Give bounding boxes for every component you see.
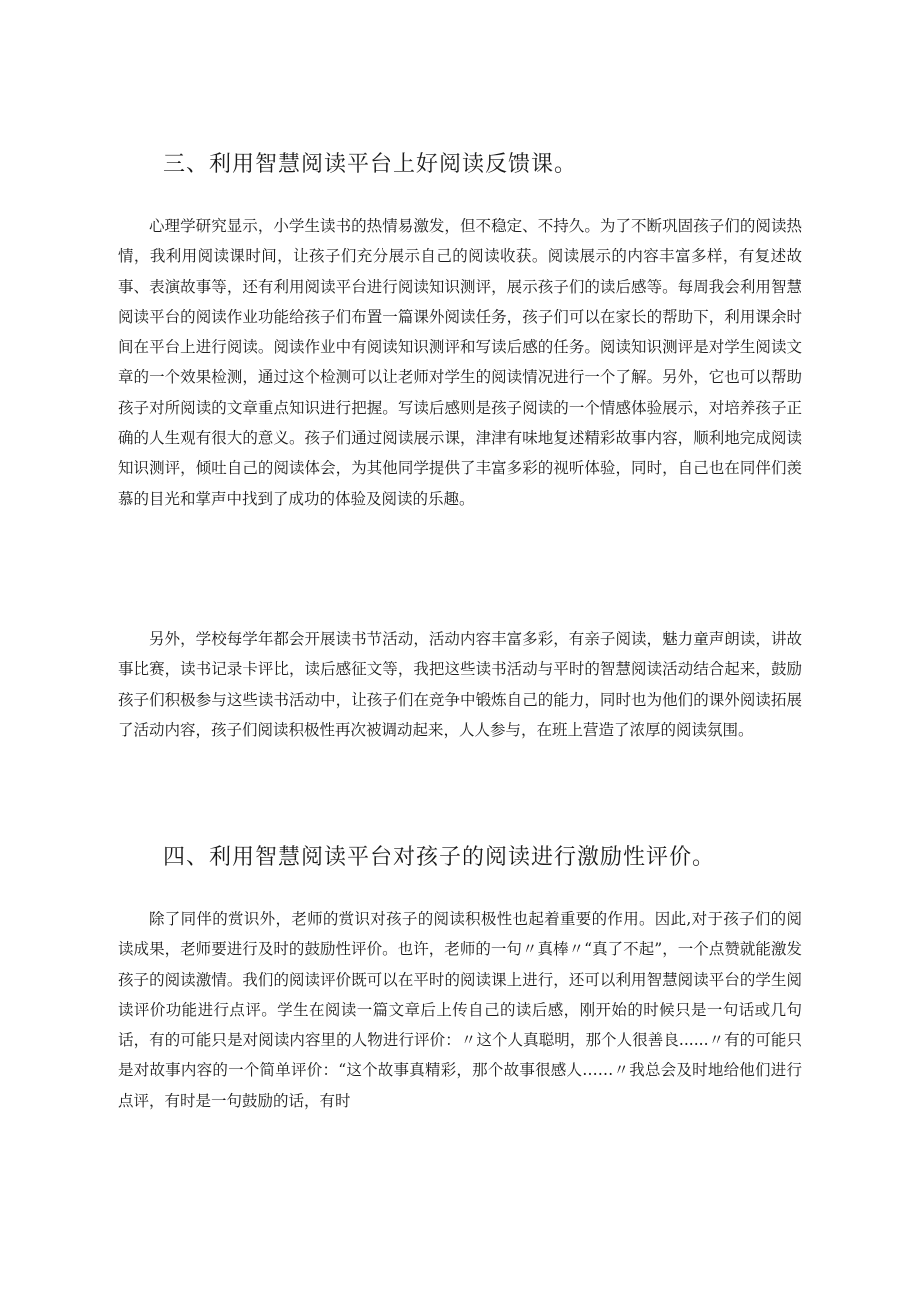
section-heading-4: 四、利用智慧阅读平台对孩子的阅读进行激励性评价。 <box>163 845 716 870</box>
paragraph-reading-feedback: 心理学研究显示，小学生读书的热情易激发，但不稳定、不持久。为了不断巩固孩子们的阅读热情，我利用阅读课时间，让孩子们充分展示自己的阅读收获。阅读展示的内容丰富多样，有复述故事、表演故事等，还有利用阅读平台进行阅读知识测评，展示孩子们的读后感等。每周我会利用智慧阅读平台的阅读作业功能给孩子们布置一篇课外阅读任务，孩子们可以在家长的帮助下，利用课余时间在平台上进行阅读。阅读作业中有阅读知识测评和写读后感的任务。阅读知识测评是对学生阅读文章的一个效果检测，通过这个检测可以让老师对学生的阅读情况进行一个了解。另外，它也可以帮助孩子对所阅读的文章重点知识进行把握。写读后感则是孩子阅读的一个情感体验展示，对培养孩子正确的人生观有很大的意义。孩子们通过阅读展示课，津津有味地复述精彩故事内容，顺利地完成阅读知识测评，倾吐自己的阅读体会，为其他同学提供了丰富多彩的视听体验，同时，自己也在同伴们羡慕的目光和掌声中找到了成功的体验及阅读的乐趣。 <box>118 217 802 508</box>
paragraph-reading-festival: 另外，学校每学年都会开展读书节活动，活动内容丰富多彩，有亲子阅读，魅力童声朗读，讲故事比赛，读书记录卡评比，读后感征文等，我把这些读书活动与平时的智慧阅读活动结合起来，鼓励孩子们积极参与这些读书活动中，让孩子们在竞争中锻炼自己的能力，同时也为他们的课外阅读拓展了活动内容，孩子们阅读积极性再次被调动起来，人人参与，在班上营造了浓厚的阅读氛围。 <box>118 630 802 739</box>
section-heading-3: 三、利用智慧阅读平台上好阅读反馈课。 <box>163 152 578 177</box>
paragraph-encouraging-evaluation: 除了同伴的赏识外，老师的赏识对孩子的阅读积极性也起着重要的作用。因此,对于孩子们的阅读成果，老师要进行及时的鼓励性评价。也许，老师的一句〃真棒〃“真了不起”，一个点赞就能激发孩子的阅读激情。我们的阅读评价既可以在平时的阅读课上进行，还可以利用智慧阅读平台的学生阅读评价功能进行点评。学生在阅读一篇文章后上传自己的读后感，刚开始的时候只是一句话或几句话，有的可能只是对阅读内容里的人物进行评价：〃这个人真聪明，那个人很善良......〃有的可能只是对故事内容的一个简单评价：“这个故事真精彩，那个故事很感人……〃我总会及时地给他们进行点评，有时是一句鼓励的话，有时 <box>118 910 802 1110</box>
